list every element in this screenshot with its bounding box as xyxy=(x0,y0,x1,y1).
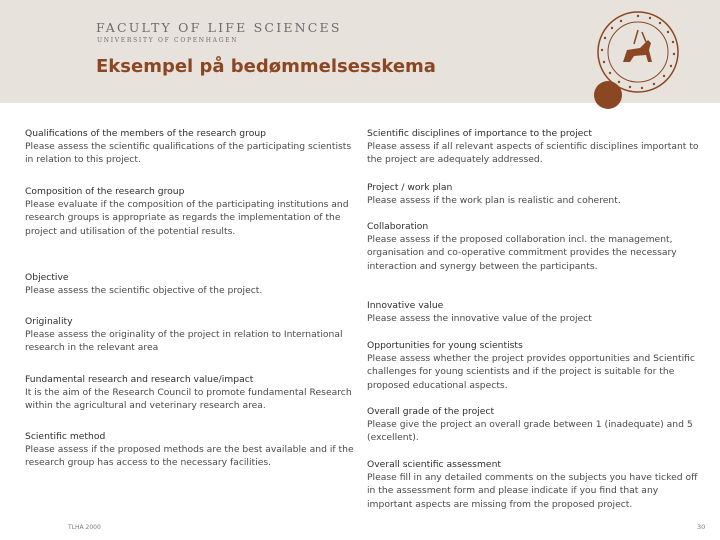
criterion-heading: Objective xyxy=(25,272,69,283)
criterion-young-scientists xyxy=(367,339,702,392)
criterion-description: Please fill in any detailed comments on the subjects you have ticked off in the assessment form and please indicate if you find that any important aspects are missing from the proposed project. xyxy=(367,472,698,510)
criterion-heading: Originality xyxy=(25,316,73,327)
footer-author: TLHA 2000 xyxy=(68,524,101,531)
criterion-description: Please assess if the proposed methods are the best available and if the research group has access to the necessary facilities. xyxy=(25,444,354,469)
criterion-description: Please evaluate if the composition of the participating institutions and research groups is appropriate as regards the implementation of the project and utilisation of the potential results. xyxy=(25,199,349,237)
criterion-fundamental-research xyxy=(25,373,355,413)
criterion-description: Please assess whether the project provides opportunities and Scientific challenges for young scientists and if the project is suitable for the proposed educational aspects. xyxy=(367,353,695,391)
criterion-heading: Overall scientific assessment xyxy=(367,459,501,470)
criterion-overall-grade xyxy=(367,405,702,445)
faculty-name: FACULTY OF LIFE SCIENCES xyxy=(96,20,342,35)
criterion-work-plan xyxy=(367,181,702,207)
criterion-objective xyxy=(25,271,355,297)
criterion-innovative-value xyxy=(367,299,702,325)
criterion-description: Please assess if all relevant aspects of scientific disciplines important to the project are adequately addressed. xyxy=(367,141,699,166)
criterion-heading: Overall grade of the project xyxy=(367,406,495,417)
page-number: 30 xyxy=(697,523,706,531)
criterion-description: Please assess if the work plan is realistic and coherent. xyxy=(367,195,621,207)
criterion-heading: Scientific method xyxy=(25,431,106,442)
criterion-description: Please assess the scientific objective of the project. xyxy=(25,285,263,297)
criterion-heading: Scientific disciplines of importance to the project xyxy=(367,128,592,139)
accent-dot xyxy=(594,81,622,109)
criterion-scientific-method xyxy=(25,430,355,470)
criterion-description: Please assess the scientific qualifications of the participating scientists in relation to this project. xyxy=(25,141,352,166)
criterion-description: Please give the project an overall grade between 1 (inadequate) and 5 (excellent). xyxy=(367,419,693,444)
criterion-heading: Fundamental research and research value/impact xyxy=(25,374,254,385)
criterion-description: Please assess the innovative value of the project xyxy=(367,313,592,325)
criterion-heading: Qualifications of the members of the research group xyxy=(25,128,266,139)
criterion-disciplines xyxy=(367,127,702,167)
criterion-overall-assessment xyxy=(367,458,702,511)
criterion-description: Please assess the originality of the project in relation to International research in the relevant area xyxy=(25,329,343,354)
criterion-collaboration xyxy=(367,220,702,273)
criterion-originality xyxy=(25,315,355,355)
criterion-heading: Innovative value xyxy=(367,300,444,311)
criterion-heading: Opportunities for young scientists xyxy=(367,340,523,351)
university-name: UNIVERSITY OF COPENHAGEN xyxy=(97,37,239,44)
criterion-heading: Project / work plan xyxy=(367,182,453,193)
page-title: Eksempel på bedømmelsesskema xyxy=(96,56,436,77)
criterion-heading: Collaboration xyxy=(367,221,429,232)
criterion-composition xyxy=(25,185,355,238)
criterion-heading: Composition of the research group xyxy=(25,186,185,197)
criterion-description: Please assess if the proposed collaboration incl. the management, organisation and co-operative commitment provides the necessary interaction and synergy between the participants. xyxy=(367,234,677,272)
criterion-qualifications xyxy=(25,127,355,167)
criterion-description: It is the aim of the Research Council to promote fundamental Research within the agricultural and veterinary research area. xyxy=(25,387,352,412)
